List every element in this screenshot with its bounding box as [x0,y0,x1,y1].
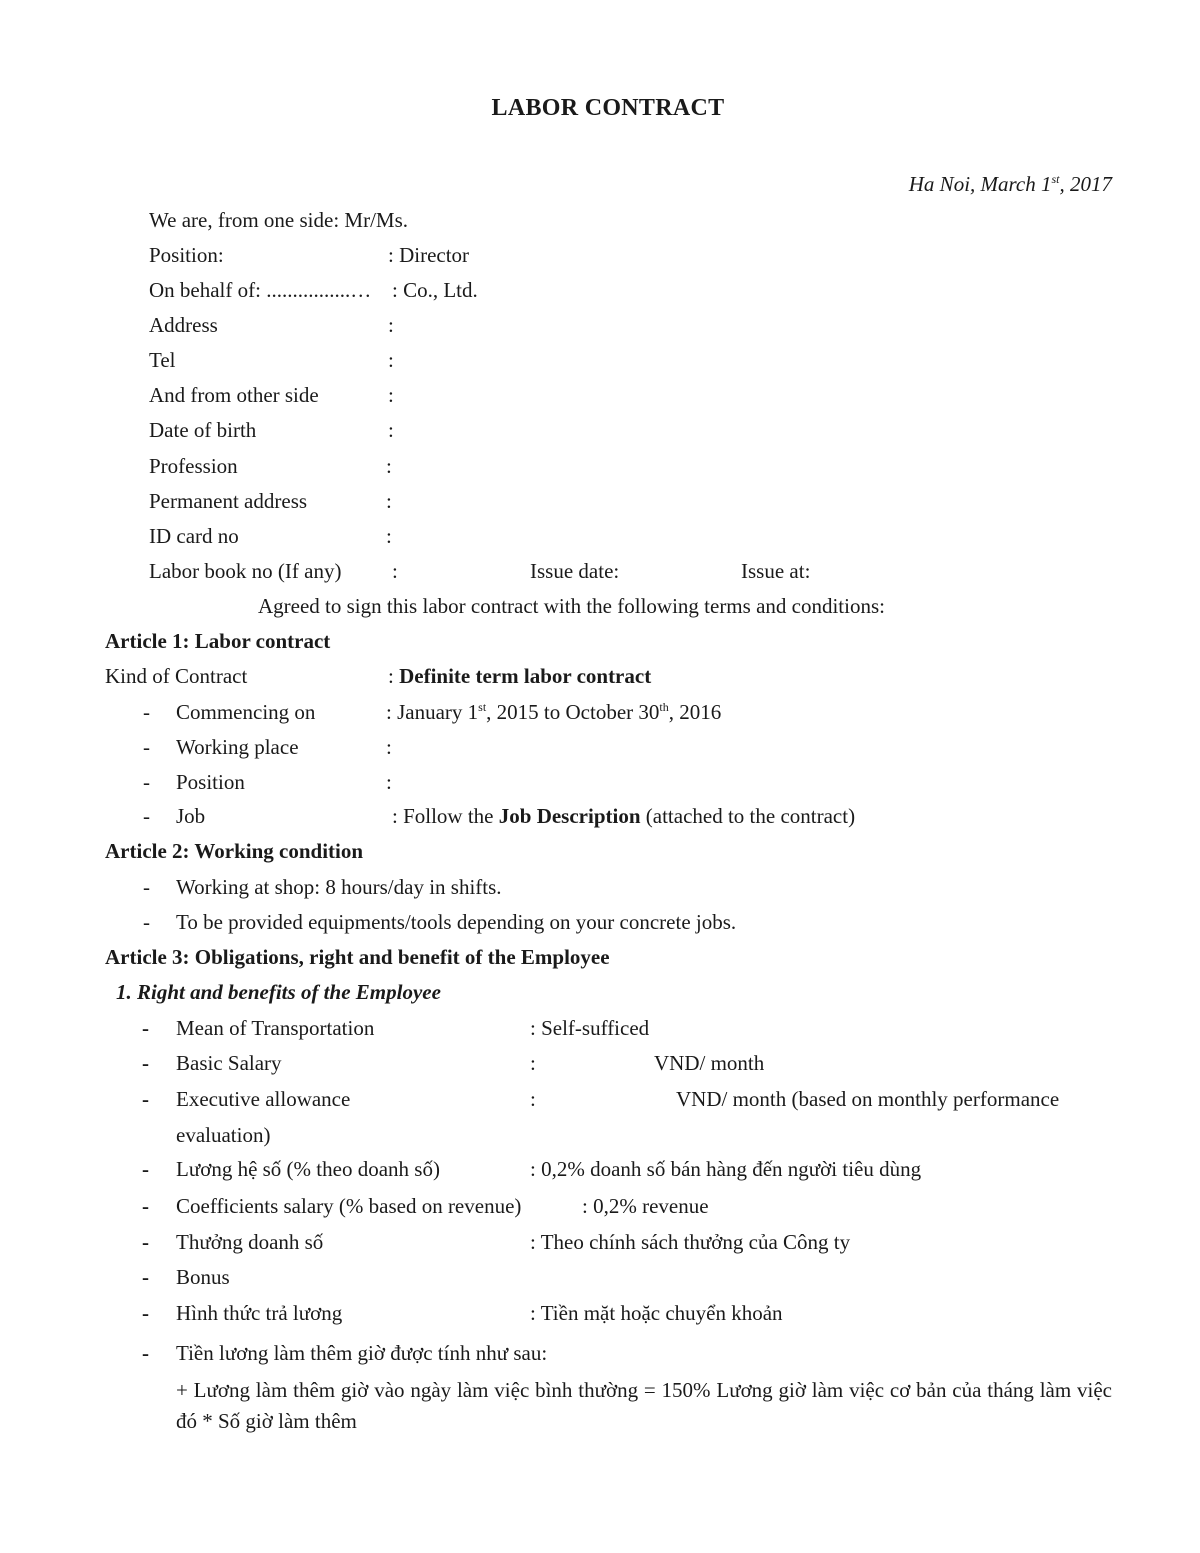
article-2-item: Working at shop: 8 hours/day in shifts. [176,875,502,899]
job-post: (attached to the contract) [640,804,856,828]
commencing-s1: st [478,700,487,714]
basic-salary-label: Basic Salary [176,1051,282,1075]
party-b-intro-label: And from other side [149,383,319,407]
job-description-ref: Job Description [498,804,641,828]
party-b-address-value: : [386,489,392,513]
dash-bullet: - [142,1087,149,1111]
issue-at-label: Issue at: [741,559,811,583]
date-suffix-sup: st [1051,172,1060,186]
working-place-value: : [386,735,392,759]
payment-method-value: : Tiền mặt hoặc chuyển khoản [530,1301,783,1325]
exec-allowance-label: Executive allowance [176,1087,351,1111]
article-1-position-label: Position [176,770,245,794]
party-b-laborbook-label: Labor book no (If any) [149,559,342,583]
kind-of-contract-value [388,666,651,687]
dash-bullet: - [142,1341,149,1365]
dash-bullet: - [143,770,150,794]
section-3-1-heading: 1. Right and benefits of the Employee [116,980,441,1004]
date-year: , 2017 [1059,172,1112,196]
party-a-position-value: : Director [388,243,470,267]
commencing-label: Commencing on [176,700,316,724]
article-1-heading: Article 1: Labor contract [105,629,331,653]
commencing-value [386,702,721,723]
party-b-idcard-label: ID card no [149,524,239,548]
kind-of-contract-label: Kind of Contract [105,664,248,688]
coef-salary-label: Coefficients salary (% based on revenue) [176,1194,522,1218]
overtime-formula: + Lương làm thêm giờ vào ngày làm việc bình thường = 150% Lương giờ làm việc cơ bản của tháng làm việc đó * Số giờ làm thêm [176,1378,1112,1433]
commencing-v1: : January 1 [386,700,479,724]
dash-bullet: - [143,735,150,759]
basic-salary-colon: : [530,1051,536,1075]
dash-bullet: - [143,804,150,828]
sales-bonus-label: Thưởng doanh số [176,1230,324,1254]
transport-value: : Self-sufficed [530,1016,650,1040]
party-b-dob-label: Date of birth [149,418,257,442]
job-pre: : Follow the [392,804,499,828]
date-prefix: Ha Noi, March 1 [908,172,1052,196]
article-2-heading: Article 2: Working condition [105,839,364,863]
commencing-v3: , 2016 [668,700,722,724]
transport-label: Mean of Transportation [176,1016,375,1040]
party-a-intro: We are, from one side: Mr/Ms. [149,208,408,232]
commencing-s2: th [659,700,669,714]
dash-bullet: - [142,1301,149,1325]
party-a-behalf-label: On behalf of: ................… [149,278,372,302]
party-b-profession-value: : [386,454,392,478]
coef-salary-vn-value: : 0,2% doanh số bán hàng đến người tiêu dùng [530,1157,922,1181]
dash-bullet: - [142,1051,149,1075]
party-b-idcard-value: : [386,524,392,548]
article-2-item: To be provided equipments/tools depending on your concrete jobs. [176,910,737,934]
dash-bullet: - [142,1016,149,1040]
party-a-position-label: Position: [149,243,224,267]
party-a-behalf-value: : Co., Ltd. [392,278,478,302]
issue-date-label: Issue date: [530,559,620,583]
party-b-dob-value: : [388,418,394,442]
kind-colon: : [388,664,394,688]
article-3-heading: Article 3: Obligations, right and benefit of the Employee [105,945,610,969]
dash-bullet: - [142,1157,149,1181]
party-b-profession-label: Profession [149,454,238,478]
dash-bullet: - [142,1194,149,1218]
party-b-intro-value: : [388,383,394,407]
bonus-label: Bonus [176,1265,230,1289]
contract-date [909,174,1112,195]
payment-method-label: Hình thức trả lương [176,1301,343,1325]
dash-bullet: - [143,875,150,899]
dash-bullet: - [143,910,150,934]
sales-bonus-value: : Theo chính sách thưởng của Công ty [530,1230,851,1254]
exec-allowance-continuation: evaluation) [176,1123,271,1147]
job-value [392,806,855,827]
party-a-tel-value: : [388,348,394,372]
dash-bullet: - [142,1230,149,1254]
commencing-v2: , 2015 to October 30 [486,700,660,724]
article-1-position-value: : [386,770,392,794]
party-b-laborbook-value: : [392,559,398,583]
party-a-tel-label: Tel [149,348,176,372]
kind-value-text: Definite term labor contract [399,664,652,688]
dash-bullet: - [142,1265,149,1289]
overtime-intro: Tiền lương làm thêm giờ được tính như sau: [176,1341,548,1365]
job-label: Job [176,804,206,828]
working-place-label: Working place [176,735,299,759]
party-b-address-label: Permanent address [149,489,308,513]
document-title: LABOR CONTRACT [491,95,725,121]
dash-bullet: - [143,700,150,724]
exec-allowance-unit: VND/ month (based on monthly performance [676,1087,1060,1111]
coef-salary-value: : 0,2% revenue [582,1194,709,1218]
basic-salary-unit: VND/ month [654,1051,765,1075]
coef-salary-vn-label: Lương hệ số (% theo doanh số) [176,1157,440,1181]
party-a-address-value: : [388,313,394,337]
agreement-statement: Agreed to sign this labor contract with the following terms and conditions: [258,594,885,618]
party-a-address-label: Address [149,313,218,337]
exec-allowance-colon: : [530,1087,536,1111]
